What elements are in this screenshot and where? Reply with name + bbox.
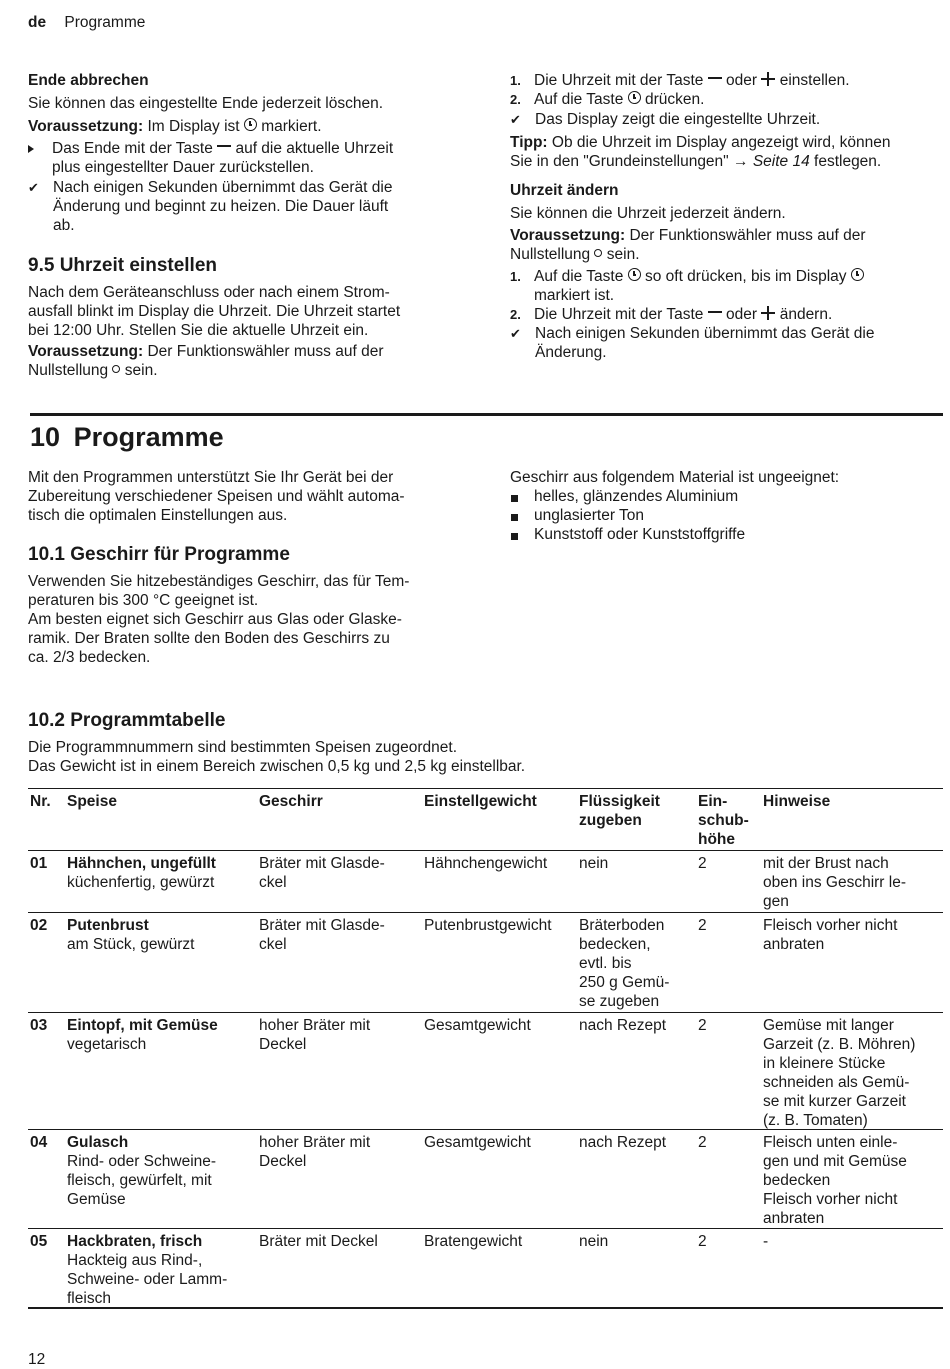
- cell-speise: [67, 1133, 216, 1209]
- cell-speise-line: am Stück, gewürzt: [67, 936, 195, 953]
- aendern-voraussetzung: [510, 226, 865, 264]
- cell-geschirr-line: ckel: [259, 874, 287, 891]
- list-item: [510, 506, 745, 525]
- chapter-rule: [30, 413, 943, 416]
- tipp-text: Ob die Uhrzeit im Display angezeigt wird, können: [551, 134, 891, 151]
- cell-hinweise-line: bedecken: [763, 1172, 831, 1189]
- minus-key-icon: [217, 145, 231, 147]
- voraussetzung-text-end: markiert.: [261, 118, 322, 135]
- cell-hinweise-line: anbraten: [763, 1210, 825, 1227]
- ende-abbrechen-heading: Ende abbrechen: [28, 72, 149, 89]
- header-section: Programme: [64, 14, 146, 31]
- step-arrow-icon: [28, 145, 34, 153]
- ende-text: Sie können das eingestellte Ende jederzeit löschen.: [28, 95, 384, 112]
- section-9-5-voraussetzung: [28, 342, 383, 380]
- uhrzeit-aendern-text: Sie können die Uhrzeit jederzeit ändern.: [510, 205, 786, 222]
- cell-hinweise-line: se mit kurzer Garzeit: [763, 1093, 906, 1110]
- cell-speise-line: Hackteig aus Rind-,: [67, 1252, 203, 1269]
- cell-hinweise-line: anbraten: [763, 936, 825, 953]
- step-text-2: drücken.: [644, 91, 705, 108]
- text-line: tisch die optimalen Einstellungen aus.: [28, 507, 288, 524]
- cell-fluessigkeit: [579, 1016, 666, 1035]
- step-text-3: plus eingestellter Dauer zurückstellen.: [52, 159, 314, 176]
- list-item: [510, 525, 745, 544]
- table-row-rule: [28, 850, 943, 851]
- cell-speise-line: Schweine- oder Lamm-: [67, 1271, 228, 1288]
- cell-geschirr-line: Bräter mit Deckel: [259, 1233, 378, 1250]
- section-10-2-heading: 10.2 Programmtabelle: [28, 710, 226, 731]
- cell-einstellgewicht: Gesamtgewicht: [424, 1134, 531, 1151]
- minus-key-icon: [708, 77, 722, 79]
- cell-hinweise-line: (z. B. Tomaten): [763, 1112, 868, 1129]
- cell-nr: 03: [30, 1017, 48, 1034]
- cell-hinweise-line: oben ins Geschirr le-: [763, 874, 907, 891]
- table-row-rule: [28, 1228, 943, 1229]
- result-line-2: Änderung.: [535, 344, 607, 361]
- bullet-icon: [511, 533, 518, 540]
- step-text: Auf die Taste: [534, 268, 624, 285]
- cell-geschirr-line: hoher Bräter mit: [259, 1017, 371, 1034]
- result-line-1: Nach einigen Sekunden übernimmt das Gerät die: [53, 179, 393, 196]
- step-number: 2.: [510, 92, 521, 107]
- list-item-text: helles, glänzendes Aluminium: [534, 488, 739, 505]
- list-item-text: unglasierter Ton: [534, 507, 645, 524]
- col-header-fluessigkeit: [579, 792, 660, 830]
- step-text-3: einstellen.: [779, 72, 850, 89]
- cell-geschirr-line: hoher Bräter mit: [259, 1134, 371, 1151]
- result-line-3: ab.: [53, 217, 75, 234]
- cell-geschirr-line: Bräter mit Glasde-: [259, 855, 385, 872]
- chapter-intro: [28, 468, 405, 525]
- ende-result: [28, 178, 458, 235]
- cell-speise: [67, 916, 195, 954]
- cell-fluessigkeit-line: nein: [579, 1233, 609, 1250]
- voraussetzung-label: Voraussetzung:: [28, 343, 144, 360]
- cell-einschubhoehe: 2: [698, 855, 707, 872]
- clock-icon: [628, 268, 641, 281]
- dish-name: Hähnchen, ungefüllt: [67, 855, 216, 872]
- step-text: Die Uhrzeit mit der Taste: [534, 72, 704, 89]
- tipp: [510, 133, 945, 171]
- voraussetzung-text: Der Funktionswähler muss auf der: [629, 227, 866, 244]
- step-text-3: markiert ist.: [534, 287, 615, 304]
- text-line: bei 12:00 Uhr. Stellen Sie die aktuelle Uhrzeit ein.: [28, 322, 369, 339]
- voraussetzung-text: Im Display ist: [147, 118, 240, 135]
- chapter-number: 10: [30, 422, 61, 452]
- cell-fluessigkeit-line: nein: [579, 855, 609, 872]
- check-icon: ✔: [510, 112, 521, 127]
- cell-nr: 05: [30, 1233, 48, 1250]
- table-top-rule: [28, 788, 943, 789]
- cell-geschirr: [259, 854, 385, 892]
- step-text-2: oder: [726, 306, 758, 323]
- cell-geschirr: [259, 916, 385, 954]
- table-row-rule: [28, 1012, 943, 1013]
- aendern-step-2: [510, 305, 945, 324]
- cell-einschubhoehe: 2: [698, 1134, 707, 1151]
- check-icon: ✔: [28, 180, 39, 195]
- cell-hinweise-line: gen: [763, 893, 789, 910]
- tipp-text-2: Sie in den "Grundeinstellungen" →: [510, 153, 749, 170]
- voraussetzung-text-2: Nullstellung: [28, 362, 109, 379]
- text-line: ausfall blinkt im Display die Uhrzeit. Die Uhrzeit startet: [28, 303, 401, 320]
- bullet-icon: [511, 514, 518, 521]
- step-number: 1.: [510, 73, 521, 88]
- cell-fluessigkeit-line: evtl. bis: [579, 955, 632, 972]
- cell-fluessigkeit-line: Bräterboden: [579, 917, 665, 934]
- cell-einstellgewicht: Hähnchengewicht: [424, 855, 548, 872]
- cell-geschirr: [259, 1016, 370, 1054]
- text-line: ramik. Der Braten sollte den Boden des Geschirrs zu: [28, 630, 390, 647]
- cell-hinweise-line: mit der Brust nach: [763, 855, 889, 872]
- cell-einschubhoehe: 2: [698, 917, 707, 934]
- text-line: Nach dem Geräteanschluss oder nach einem Strom-: [28, 284, 390, 301]
- table-row-rule: [28, 912, 943, 913]
- section-9-5-text: [28, 283, 400, 340]
- table-row-rule: [28, 1129, 943, 1130]
- cell-speise-line: küchenfertig, gewürzt: [67, 874, 215, 891]
- cell-speise: [67, 1016, 218, 1054]
- cell-hinweise-line: gen und mit Gemüse: [763, 1153, 907, 1170]
- cell-hinweise: [763, 854, 906, 911]
- text-line: Das Gewicht ist in einem Bereich zwischen 0,5 kg und 2,5 kg einstellbar.: [28, 758, 526, 775]
- dish-name: Gulasch: [67, 1134, 129, 1151]
- cell-einschubhoehe: 2: [698, 1017, 707, 1034]
- list-item-text: Kunststoff oder Kunststoffgriffe: [534, 526, 746, 543]
- text-line: Zubereitung verschiedener Speisen und wählt automa-: [28, 488, 405, 505]
- ende-step: [28, 139, 458, 177]
- result-text: Das Display zeigt die eingestellte Uhrzeit.: [535, 111, 821, 128]
- uhrzeit-aendern-heading: Uhrzeit ändern: [510, 182, 619, 199]
- right-step-2: [510, 90, 945, 109]
- zero-position-icon: [112, 365, 120, 373]
- cell-geschirr-line: ckel: [259, 936, 287, 953]
- clock-icon: [628, 91, 641, 104]
- cell-speise: [67, 1232, 227, 1308]
- plus-key-icon: [761, 72, 775, 86]
- step-number: 1.: [510, 269, 521, 284]
- col-header-einschubhoehe: [698, 792, 749, 849]
- voraussetzung-text-3: sein.: [124, 362, 158, 379]
- step-text-3: ändern.: [779, 306, 833, 323]
- list-item: [510, 487, 745, 506]
- cell-hinweise: [763, 1133, 907, 1228]
- tipp-text-3: festlegen.: [814, 153, 882, 170]
- section-10-1-text: [28, 572, 409, 667]
- cell-nr: 01: [30, 855, 48, 872]
- header-line: schub-: [698, 812, 749, 829]
- page-number: 12: [28, 1351, 46, 1368]
- step-text-2: auf die aktuelle Uhrzeit: [235, 140, 394, 157]
- step-text-2: so oft drücken, bis im Display: [644, 268, 847, 285]
- cell-speise-line: fleisch: [67, 1290, 111, 1307]
- cell-einschubhoehe: 2: [698, 1233, 707, 1250]
- text-line: Verwenden Sie hitzebeständiges Geschirr, das für Tem-: [28, 573, 410, 590]
- section-9-5-heading: 9.5 Uhrzeit einstellen: [28, 255, 218, 276]
- clock-icon: [851, 268, 864, 281]
- cell-fluessigkeit: [579, 854, 608, 873]
- voraussetzung-text-3: sein.: [606, 246, 640, 263]
- dish-name: Putenbrust: [67, 917, 149, 934]
- cell-speise-line: vegetarisch: [67, 1036, 147, 1053]
- minus-key-icon: [708, 311, 722, 313]
- cell-nr: 04: [30, 1134, 48, 1151]
- header-line: zugeben: [579, 812, 642, 829]
- right-step-1: [510, 71, 945, 90]
- result-line-2: Änderung und beginnt zu heizen. Die Dauer läuft: [53, 198, 389, 215]
- cell-fluessigkeit-line: bedecken,: [579, 936, 651, 953]
- cell-geschirr-line: Deckel: [259, 1036, 307, 1053]
- cell-hinweise: [763, 1232, 768, 1251]
- language-code: de: [28, 14, 47, 31]
- aendern-step-1: [510, 267, 945, 305]
- text-line: Mit den Programmen unterstützt Sie Ihr Gerät bei der: [28, 469, 394, 486]
- tipp-label: Tipp:: [510, 134, 548, 151]
- cell-fluessigkeit-line: se zugeben: [579, 993, 660, 1010]
- zero-position-icon: [594, 249, 602, 257]
- cell-hinweise-line: Garzeit (z. B. Möhren): [763, 1036, 916, 1053]
- cell-speise: [67, 854, 216, 892]
- section-10-2-text: [28, 738, 525, 776]
- clock-icon: [244, 118, 257, 131]
- text-line: ca. 2/3 bedecken.: [28, 649, 151, 666]
- unsuitable-intro: Geschirr aus folgendem Material ist ungeeignet:: [510, 469, 840, 486]
- voraussetzung-label: Voraussetzung:: [28, 118, 144, 135]
- bullet-icon: [511, 495, 518, 502]
- cell-fluessigkeit-line: nach Rezept: [579, 1134, 667, 1151]
- cell-hinweise-line: schneiden als Gemü-: [763, 1074, 910, 1091]
- cell-speise-line: fleisch, gewürfelt, mit: [67, 1172, 212, 1189]
- page-header: [28, 13, 145, 32]
- unsuitable-list: [510, 487, 745, 544]
- cell-hinweise-line: Fleisch vorher nicht: [763, 917, 898, 934]
- voraussetzung-label: Voraussetzung:: [510, 227, 626, 244]
- header-line: Ein-: [698, 793, 728, 810]
- plus-key-icon: [761, 306, 775, 320]
- dish-name: Eintopf, mit Gemüse: [67, 1017, 218, 1034]
- cell-fluessigkeit: [579, 1133, 666, 1152]
- dish-name: Hackbraten, frisch: [67, 1233, 203, 1250]
- cell-fluessigkeit: [579, 1232, 608, 1251]
- result-line-1: Nach einigen Sekunden übernimmt das Gerät die: [535, 325, 875, 342]
- voraussetzung-text: Der Funktionswähler muss auf der: [147, 343, 384, 360]
- step-text: Das Ende mit der Taste: [52, 140, 213, 157]
- step-text: Die Uhrzeit mit der Taste: [534, 306, 704, 323]
- cell-geschirr-line: Deckel: [259, 1153, 307, 1170]
- chapter-heading: [30, 420, 224, 454]
- cell-fluessigkeit-line: nach Rezept: [579, 1017, 667, 1034]
- cell-nr: 02: [30, 917, 48, 934]
- text-line: peraturen bis 300 °C geeignet ist.: [28, 592, 259, 609]
- col-header-nr: Nr.: [30, 793, 51, 810]
- text-line: Die Programmnummern sind bestimmten Speisen zugeordnet.: [28, 739, 458, 756]
- chapter-title: Programme: [73, 422, 224, 452]
- cell-hinweise-line: Fleisch unten einle-: [763, 1134, 898, 1151]
- section-10-1-heading: 10.1 Geschirr für Programme: [28, 544, 290, 565]
- header-line: höhe: [698, 831, 736, 848]
- cell-hinweise-line: Fleisch vorher nicht: [763, 1191, 898, 1208]
- col-header-einstellgewicht: Einstellgewicht: [424, 793, 537, 810]
- col-header-hinweise: Hinweise: [763, 793, 831, 810]
- ende-voraussetzung: [28, 117, 322, 136]
- voraussetzung-text-2: Nullstellung: [510, 246, 591, 263]
- cell-speise-line: Rind- oder Schweine-: [67, 1153, 217, 1170]
- check-icon: ✔: [510, 326, 521, 341]
- cell-einstellgewicht: Gesamtgewicht: [424, 1017, 531, 1034]
- cell-geschirr: [259, 1232, 378, 1251]
- header-line: Flüssigkeit: [579, 793, 660, 810]
- cell-hinweise: [763, 1016, 915, 1130]
- step-text: Auf die Taste: [534, 91, 624, 108]
- cell-hinweise-line: Gemüse mit langer: [763, 1017, 894, 1034]
- cell-geschirr: [259, 1133, 370, 1171]
- aendern-result: [510, 324, 874, 362]
- page-reference-link[interactable]: Seite 14: [752, 153, 810, 170]
- step-text-2: oder: [726, 72, 758, 89]
- cell-hinweise: [763, 916, 897, 954]
- cell-fluessigkeit-line: 250 g Gemü-: [579, 974, 670, 991]
- cell-fluessigkeit: [579, 916, 669, 1011]
- table-bottom-rule: [28, 1307, 943, 1309]
- cell-speise-line: Gemüse: [67, 1191, 126, 1208]
- step-number: 2.: [510, 307, 521, 322]
- cell-geschirr-line: Bräter mit Glasde-: [259, 917, 385, 934]
- cell-einstellgewicht: Putenbrustgewicht: [424, 917, 552, 934]
- text-line: Am besten eignet sich Geschirr aus Glas oder Glaske-: [28, 611, 402, 628]
- cell-hinweise-line: -: [763, 1233, 769, 1250]
- cell-einstellgewicht: Bratengewicht: [424, 1233, 523, 1250]
- cell-hinweise-line: in kleinere Stücke: [763, 1055, 886, 1072]
- right-result: [510, 110, 820, 129]
- col-header-geschirr: Geschirr: [259, 793, 323, 810]
- col-header-speise: Speise: [67, 793, 117, 810]
